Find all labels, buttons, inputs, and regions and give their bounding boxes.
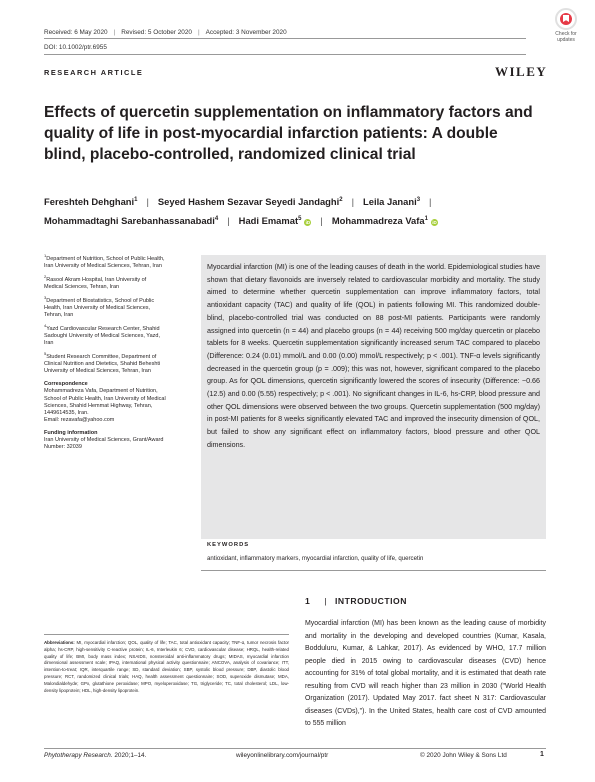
accepted-date: Accepted: 3 November 2020 [205,29,287,36]
header-divider [44,54,526,55]
article-title: Effects of quercetin supplementation on inflammatory factors and quality of life in post-myocardial infarction patients: A double blind, placebo-controlled, randomized clinical trial [44,104,533,163]
keywords-divider [201,570,546,571]
affiliation: $^2$Rasool Akram Hospital, Iran University of Medical Sciences, Tehran, Iran [44,274,147,290]
footer-journal: Phytotherapy Research. 2020;1–14. [44,752,147,759]
funding-heading: Funding information [44,429,98,436]
abbreviations: Abbreviations: MI, myocardial infarction; QOL, quality of life; TAC, total antioxidant capacity; TNF-α, tumor necrosis factor alpha; hs-CRP, high-sensitivity C-reactive protein; IL-6, Interleukin 6; CVD, cardiovascular disease; HRQL, health-related quality of life; BMI, body mass index; NSAIDS, nonsteroidal anti-inflammatory drugs; MIDAS, myocardial infarction dimensional assessment scale; IPAQ, international physical activity questionnaire; ANCOVA, analysis of covariance; ITT, intention-to-treat; IQR, interquartile range; SD, standard deviation; SBP, systolic blood pressure; DBP, diastolic blood pressure; RCT, randomized clinical trials; HAQ, health assessment questionnaire; SOD, superoxide dismutase; MDA, Malondialdehyde; GPx, glutathione peroxidase; MPO, myeloperoxidase; TG, triglyceride; TC, total cholesterol; LDL, low-density lipoprotein; HDL, high-density lipoprotein. [44,640,289,693]
abstract: Myocardial infarction (MI) is one of the leading causes of death in the world. Epidemiological studies have shown that dietary flavonoids are inversely related to cardiovascular morbidity and mortality. The study aimed to determine whether quercetin supplementation can improve inflammatory factors, total antioxidant capacity (TAC) and quality of life (QOL) in patients following MI. This randomized double-blind, placebo-controlled trial was conducted on 88 post-MI patients. Participants were randomly assigned into quercetin (n = 44) and placebo groups (n = 44) receiving 500 mg/day quercetin or placebo tablets for 8 weeks. Quercetin supplementation significantly increased serum TAC compared to placebo (Difference: 0.24 (0.01) mmol/L and 0.00 (0.00) mmol/L respectively; p < .001). TNF-α levels significantly decreased in the quercetin group (p = .009); this was not, however, significant compared to the placebo group. As for QOL dimensions, quercetin significantly lowered the scores of insecurity (Difference: −0.66 (12.5) and 0.00 (5.55) respectively; p < .001). No significant changes in IL-6, hs-CRP, blood pressure and other QOL dimensions were observed between the two groups. Quercetin supplementation (500 mg/day) in post-MI patients for 8 weeks significantly elevated TAC and improved the insecurity dimension of QOL, but failed to show any significant effect on inflammatory factors, blood pressure and other QOL dimensions. [207,263,541,449]
funding-text: Iran University of Medical Sciences, Grant/Award Number: 32039 [44,437,164,451]
author[interactable]: Mohammadtaghi Sarebanhassanabadi$^4$ [44,215,219,226]
author[interactable]: Hadi Emamat$^5$iD [238,215,311,226]
footer-copyright: © 2020 John Wiley & Sons Ltd [420,752,507,759]
separator: | [197,29,200,36]
doi[interactable]: DOI: 10.1002/ptr.6955 [44,44,107,51]
section-heading-introduction: 1 | INTRODUCTION [305,596,407,606]
affiliation: $^1$Department of Nutrition, School of Public Health, Iran University of Medical Sciences, Tehran, Iran [44,253,165,269]
correspondence-email[interactable]: Email: rezavafa@yahoo.com [44,416,115,423]
affiliation: $^5$Student Research Committee, Department of Clinical Nutrition and Dietetics, Shahid Beheshti University of Medical Sciences, Tehran, Iran [44,351,161,375]
author[interactable]: Mohammadreza Vafa$^1$iD [331,215,437,226]
keywords-heading: KEYWORDS [207,542,250,548]
affiliations-column [44,252,166,451]
abbreviations-divider [44,634,289,635]
check-for-updates-badge[interactable] [546,8,586,56]
publisher-logo: WILEY [495,64,548,79]
author-list: Fereshteh Dehghani$^1$ | Seyed Hashem Sezavar Seyedi Jandaghi$^2$ | Leila Janani$^3$ | Mohammadtaghi Sarebanhassanabadi$^4$ | Hadi Emamat$^5$iD | Mohammadreza Vafa$^1$iD [44,196,437,226]
correspondence-heading: Correspondence [44,381,88,388]
orcid-icon[interactable]: iD [305,220,311,225]
separator: | [113,29,116,36]
orcid-icon[interactable]: iD [432,220,437,225]
crossmark-icon [555,8,577,30]
publication-dates [44,29,287,36]
correspondence-text: Mohammadreza Vafa, Department of Nutrition, School of Public Health, Iran University of Medical Sciences, Shahid Hemmat Highway, Tehran, 1449614535, Iran. [44,388,166,416]
affiliation: $^3$Department of Biostatistics, School of Public Health, Iran University of Medical Sciences, Tehran, Iran [44,295,155,319]
author[interactable]: Leila Janani$^3$ [363,196,421,207]
header-divider [44,38,526,39]
footer-journal-link[interactable]: wileyonlinelibrary.com/journal/ptr [236,752,329,759]
author[interactable]: Fereshteh Dehghani$^1$ [44,196,138,207]
article-type: RESEARCH ARTICLE [44,68,144,77]
introduction-text: Myocardial infarction (MI) has been known as the leading cause of morbidity and mortality in the developing and developed countries (Kumar, Kasala, Bodduluru, Kumar, & Lahkar, 2017). As evidenced by WHO, 17.7 million people died in 2015 owing to cardiovascular diseases (CVD) hence accounting for 31% of total global mortality, and it is estimated that death rate resulting from CVD will reach higher than 23 million in 2030 ("World Health Organization (2017). Updated May 2017. fact sheet N 317: Cardiovascular diseases (CVDs),"). In the United States, health care cost of CVD amounted to 555 million [305,620,546,727]
received-date: Received: 6 May 2020 [44,29,108,36]
affiliation: $^4$Yazd Cardiovascular Research Center, Shahid Sadoughi University of Medical Sciences, Yazd, Iran [44,323,160,347]
revised-date: Revised: 5 October 2020 [121,29,192,36]
footer-divider [44,748,546,749]
author[interactable]: Seyed Hashem Sezavar Seyedi Jandaghi$^2$ [157,196,343,207]
crossmark-label: Check for updates [555,31,577,43]
keywords: antioxidant, inflammatory markers, myocardial infarction, quality of life, quercetin [207,555,424,562]
page-number: 1 [540,751,544,758]
